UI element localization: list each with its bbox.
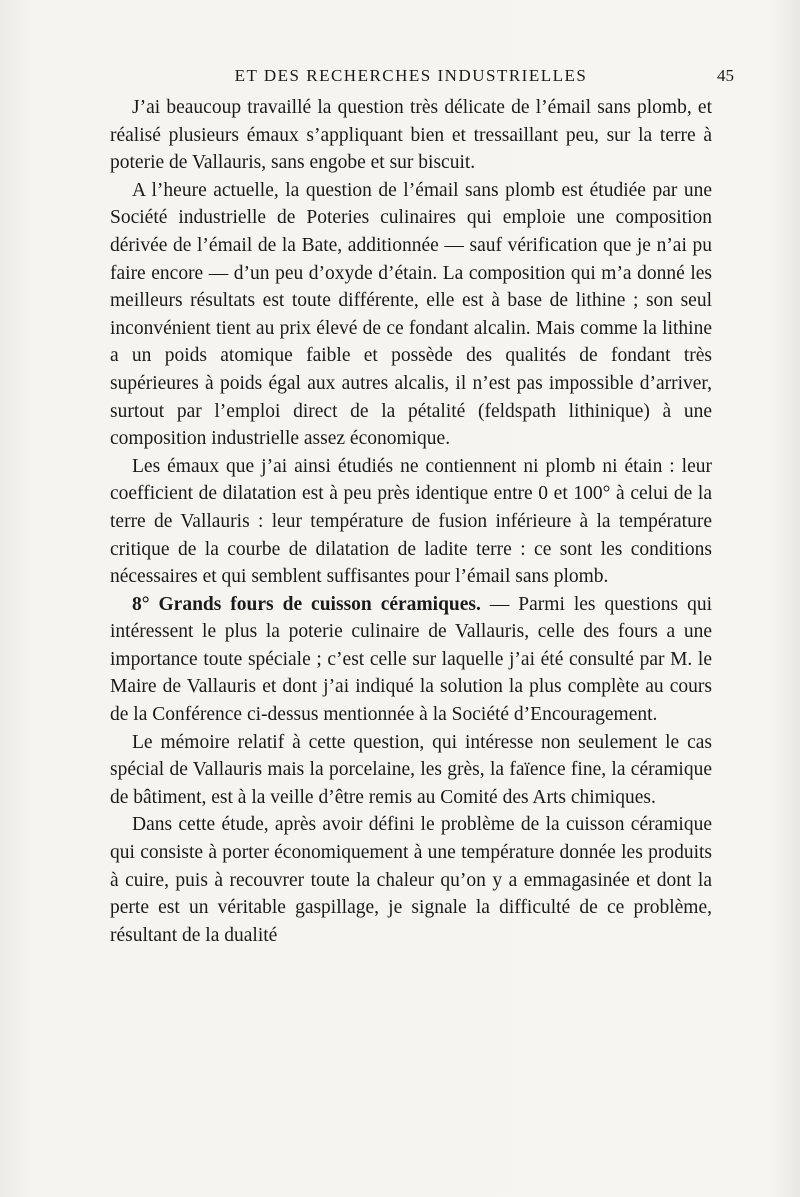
running-title: ET DES RECHERCHES INDUSTRIELLES — [234, 66, 588, 85]
paragraph-societe-industrielle: A l’heure actuelle, la question de l’émail sans plomb est étudiée par une Société industrielle de Poteries culinaires qui emploie une composition dérivée de l’émail de la Bate, additionnée — sauf vérification que je n’ai pu faire encore — d’un peu d’oxyde d’étain. La composition qui m’a donné les meilleurs résultats est toute différente, elle est à base de lithine ; son seul inconvénient tient au prix élevé de ce fondant alcalin. Mais comme la lithine a un poids atomique faible et possède des qualités de fondant très supérieures à poids égal aux autres alcalis, il n’est pas impossible d’arriver, surtout par l’emploi direct de la pétalité (feldspath lithinique) à une composition industrielle assez économique. — [110, 179, 712, 450]
paragraph-emaux-etudies: Les émaux que j’ai ainsi étudiés ne contiennent ni plomb ni étain : leur coefficient de dilatation est à peu près identique entre 0 et 100° à celui de la terre de Vallauris : leur température de fusion inférieure à la température critique de la courbe de dilatation de ladite terre : ce sont les conditions nécessaires et qui semblent suffisantes pour l’émail sans plomb. — [110, 455, 712, 588]
section-grands-fours — [110, 591, 712, 729]
section-lead-text: — Parmi les questions qui intéressent le plus la poterie culinaire de Vallauris, celle des fours a une importance toute spéciale ; c’est celle sur laquelle j’ai été consulté par M. le Maire de Vallauris et dont j’ai indiqué la solution la plus complète au cours de la Conférence ci-dessus mentionnée à la Société d’Encouragement. — [110, 593, 712, 726]
paragraph-dans-cette-etude: Dans cette étude, après avoir défini le problème de la cuisson céramique qui consiste à porter économiquement à une température donnée les produits à cuire, puis à recouvrer toute la chaleur qu’on y a emmagasinée et dont la perte est un véritable gaspillage, je signale la difficulté de ce problème, résultant de la dualité — [110, 814, 712, 946]
paragraph-email-sans-plomb: J’ai beaucoup travaillé la question très délicate de l’émail sans plomb, et réalisé plusieurs émaux s’appliquant bien et tressaillant peu, sur la terre à poterie de Vallauris, sans engobe et sur biscuit. — [110, 97, 712, 174]
paragraph-memoire: Le mémoire relatif à cette question, qui intéresse non seulement le cas spécial de Vallauris mais la porcelaine, les grès, la faïence fine, la céramique de bâtiment, est à la veille d’être remis au Comité des Arts chimiques. — [110, 731, 712, 808]
section-heading: 8° Grands fours de cuisson céramiques. — [132, 593, 481, 615]
body-text — [110, 94, 712, 949]
running-head — [110, 64, 734, 90]
page-number: 45 — [717, 66, 734, 85]
